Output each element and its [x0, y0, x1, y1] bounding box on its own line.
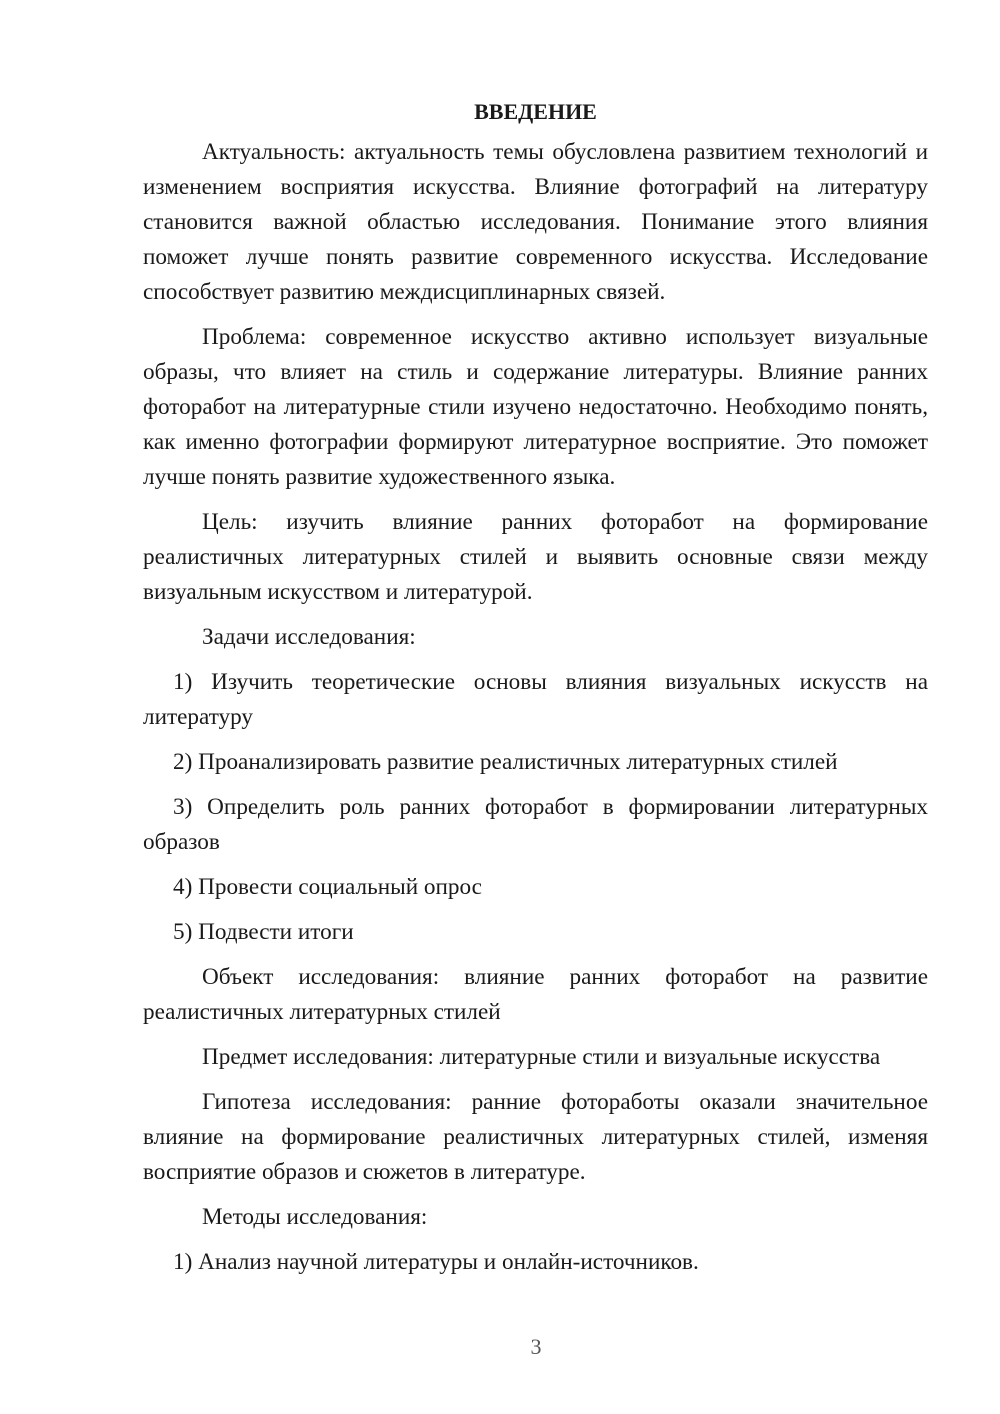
paragraph-goal: Цель: изучить влияние ранних фоторабот на формирование реалистичных литературных стилей и выявить основные связи между визуальным искусством и литературой.: [143, 509, 928, 605]
task-item-3: 3) Определить роль ранних фоторабот в формировании литературных образов: [143, 794, 928, 855]
method-item-1: 1) Анализ научной литературы и онлайн-источников.: [173, 1249, 699, 1275]
paragraph-hypothesis: Гипотеза исследования: ранние фоторабот​ы оказали значительное влияние на формирование реалистичных литературных стилей, изменяя восприятие образов и сюжетов в литературе.: [143, 1089, 928, 1185]
task-item-1: 1) Изучить теоретические основы влияния визуальных искусств на литературу: [143, 669, 928, 730]
page-number: 3: [530, 1334, 542, 1359]
paragraph-problem: Проблема: современное искусство активно использует визуальные образы, что влияет на стиль и содержание литературы. Влияние ранних фоторабот на литературные стили изучено недостаточно. Необходимо понять, как именно фотографии формируют литературное восприятие. Это поможет лучше понять развитие художественного языка.: [143, 324, 928, 490]
paragraph-subject: Предмет исследования: литературные стили и визуальные искусства: [202, 1044, 881, 1070]
paragraph-object: Объект исследования: влияние ранних фоторабот на развитие реалистичных литературных стилей: [143, 964, 928, 1025]
task-item-4: 4) Провести социальный опрос: [173, 874, 482, 900]
section-title: ВВЕДЕНИЕ: [474, 99, 597, 124]
paragraph-methods-heading: Методы исследования:: [202, 1204, 428, 1230]
task-item-5: 5) Подвести итоги: [173, 919, 354, 945]
page-content: [143, 94, 928, 1290]
task-item-2: 2) Проанализировать развитие реалистичных литературных стилей: [173, 749, 838, 775]
paragraph-relevance: Актуальность: актуальность темы обусловлена развитием технологий и изменением восприятия искусства. Влияние фотографий на литературу становится важной областью исследования. Понимание этого влияния поможет лучше понять развитие современного искусства. Исследование способствует развитию междисциплинарных связей.: [143, 139, 928, 305]
paragraph-tasks-heading: Задачи исследования:: [202, 624, 416, 650]
